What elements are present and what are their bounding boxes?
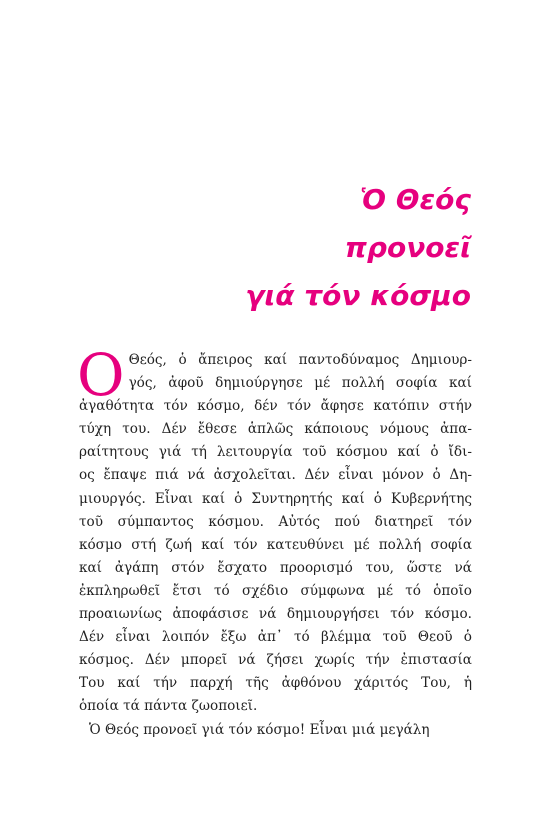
text-line: ος ἔπαψε πιά νά ἀσχολεῖται. Δέν εἶναι μόνον ὁ Δη- [79,467,472,484]
drop-cap: Ο [77,341,125,409]
chapter-title-line-2: προνοεῖ [344,231,471,264]
text-line: Θεός, ὁ ἄπειρος καί παντοδύναμος Δημιουρ- [128,352,472,368]
chapter-title [245,176,471,320]
text-line: ὁποία τά πάντα ζωοποιεῖ. [79,698,258,715]
body-text [77,341,472,742]
text-line: τοῦ σύμπαντος κόσμου. Αὐτός πού διατηρεῖ τόν [79,513,472,530]
text-line: κόσμο στή ζωή καί τόν κατευθύνει μέ πολλή σοφία [79,536,472,553]
chapter-title-line-3: γιά τόν κόσμο [245,279,471,312]
first-paragraph [77,341,472,719]
text-line: καί ἀγάπη στόν ἔσχατο προορισμό του, ὥστε νά [79,559,472,576]
text-line: ραίτητους γιά τή λειτουργία τοῦ κόσμου καί ὁ ἴδι- [79,444,472,461]
text-line: ἐκπληρωθεῖ ἔτσι τό σχέδιο σύμφωνα μέ τό ὁποῖο [79,582,472,599]
second-paragraph-start: Ὁ Θεός προνοεῖ γιά τόν κόσμο! Εἶναι μιά μεγάλη [89,721,430,738]
text-line: ἀγαθότητα τόν κόσμο, δέν τόν ἄφησε κατόπιν στήν [79,398,472,415]
text-line: μιουργός. Εἶναι καί ὁ Συντηρητής καί ὁ Κυβερνήτης [79,490,472,507]
text-line: τύχη του. Δέν ἔθεσε ἁπλῶς κάποιους νόμους ἀπα- [79,421,472,438]
text-line: γός, ἀφοῦ δημιούργησε μέ πολλή σοφία καί [128,375,472,392]
text-line: Δέν εἶναι λοιπόν ἔξω ἀπ᾽ τό βλέμμα τοῦ Θεοῦ ὁ [79,629,472,646]
text-line: κόσμος. Δέν μπορεῖ νά ζήσει χωρίς τήν ἐπιστασία [79,652,472,669]
text-line: Του καί τήν παρχή τῆς ἀφθόνου χάριτός Του, ἡ [79,675,472,692]
text-line: προαιωνίως ἀποφάσισε νά δημιουργήσει τόν κόσμο. [79,606,472,623]
chapter-title-line-1: Ὁ Θεός [359,183,471,216]
